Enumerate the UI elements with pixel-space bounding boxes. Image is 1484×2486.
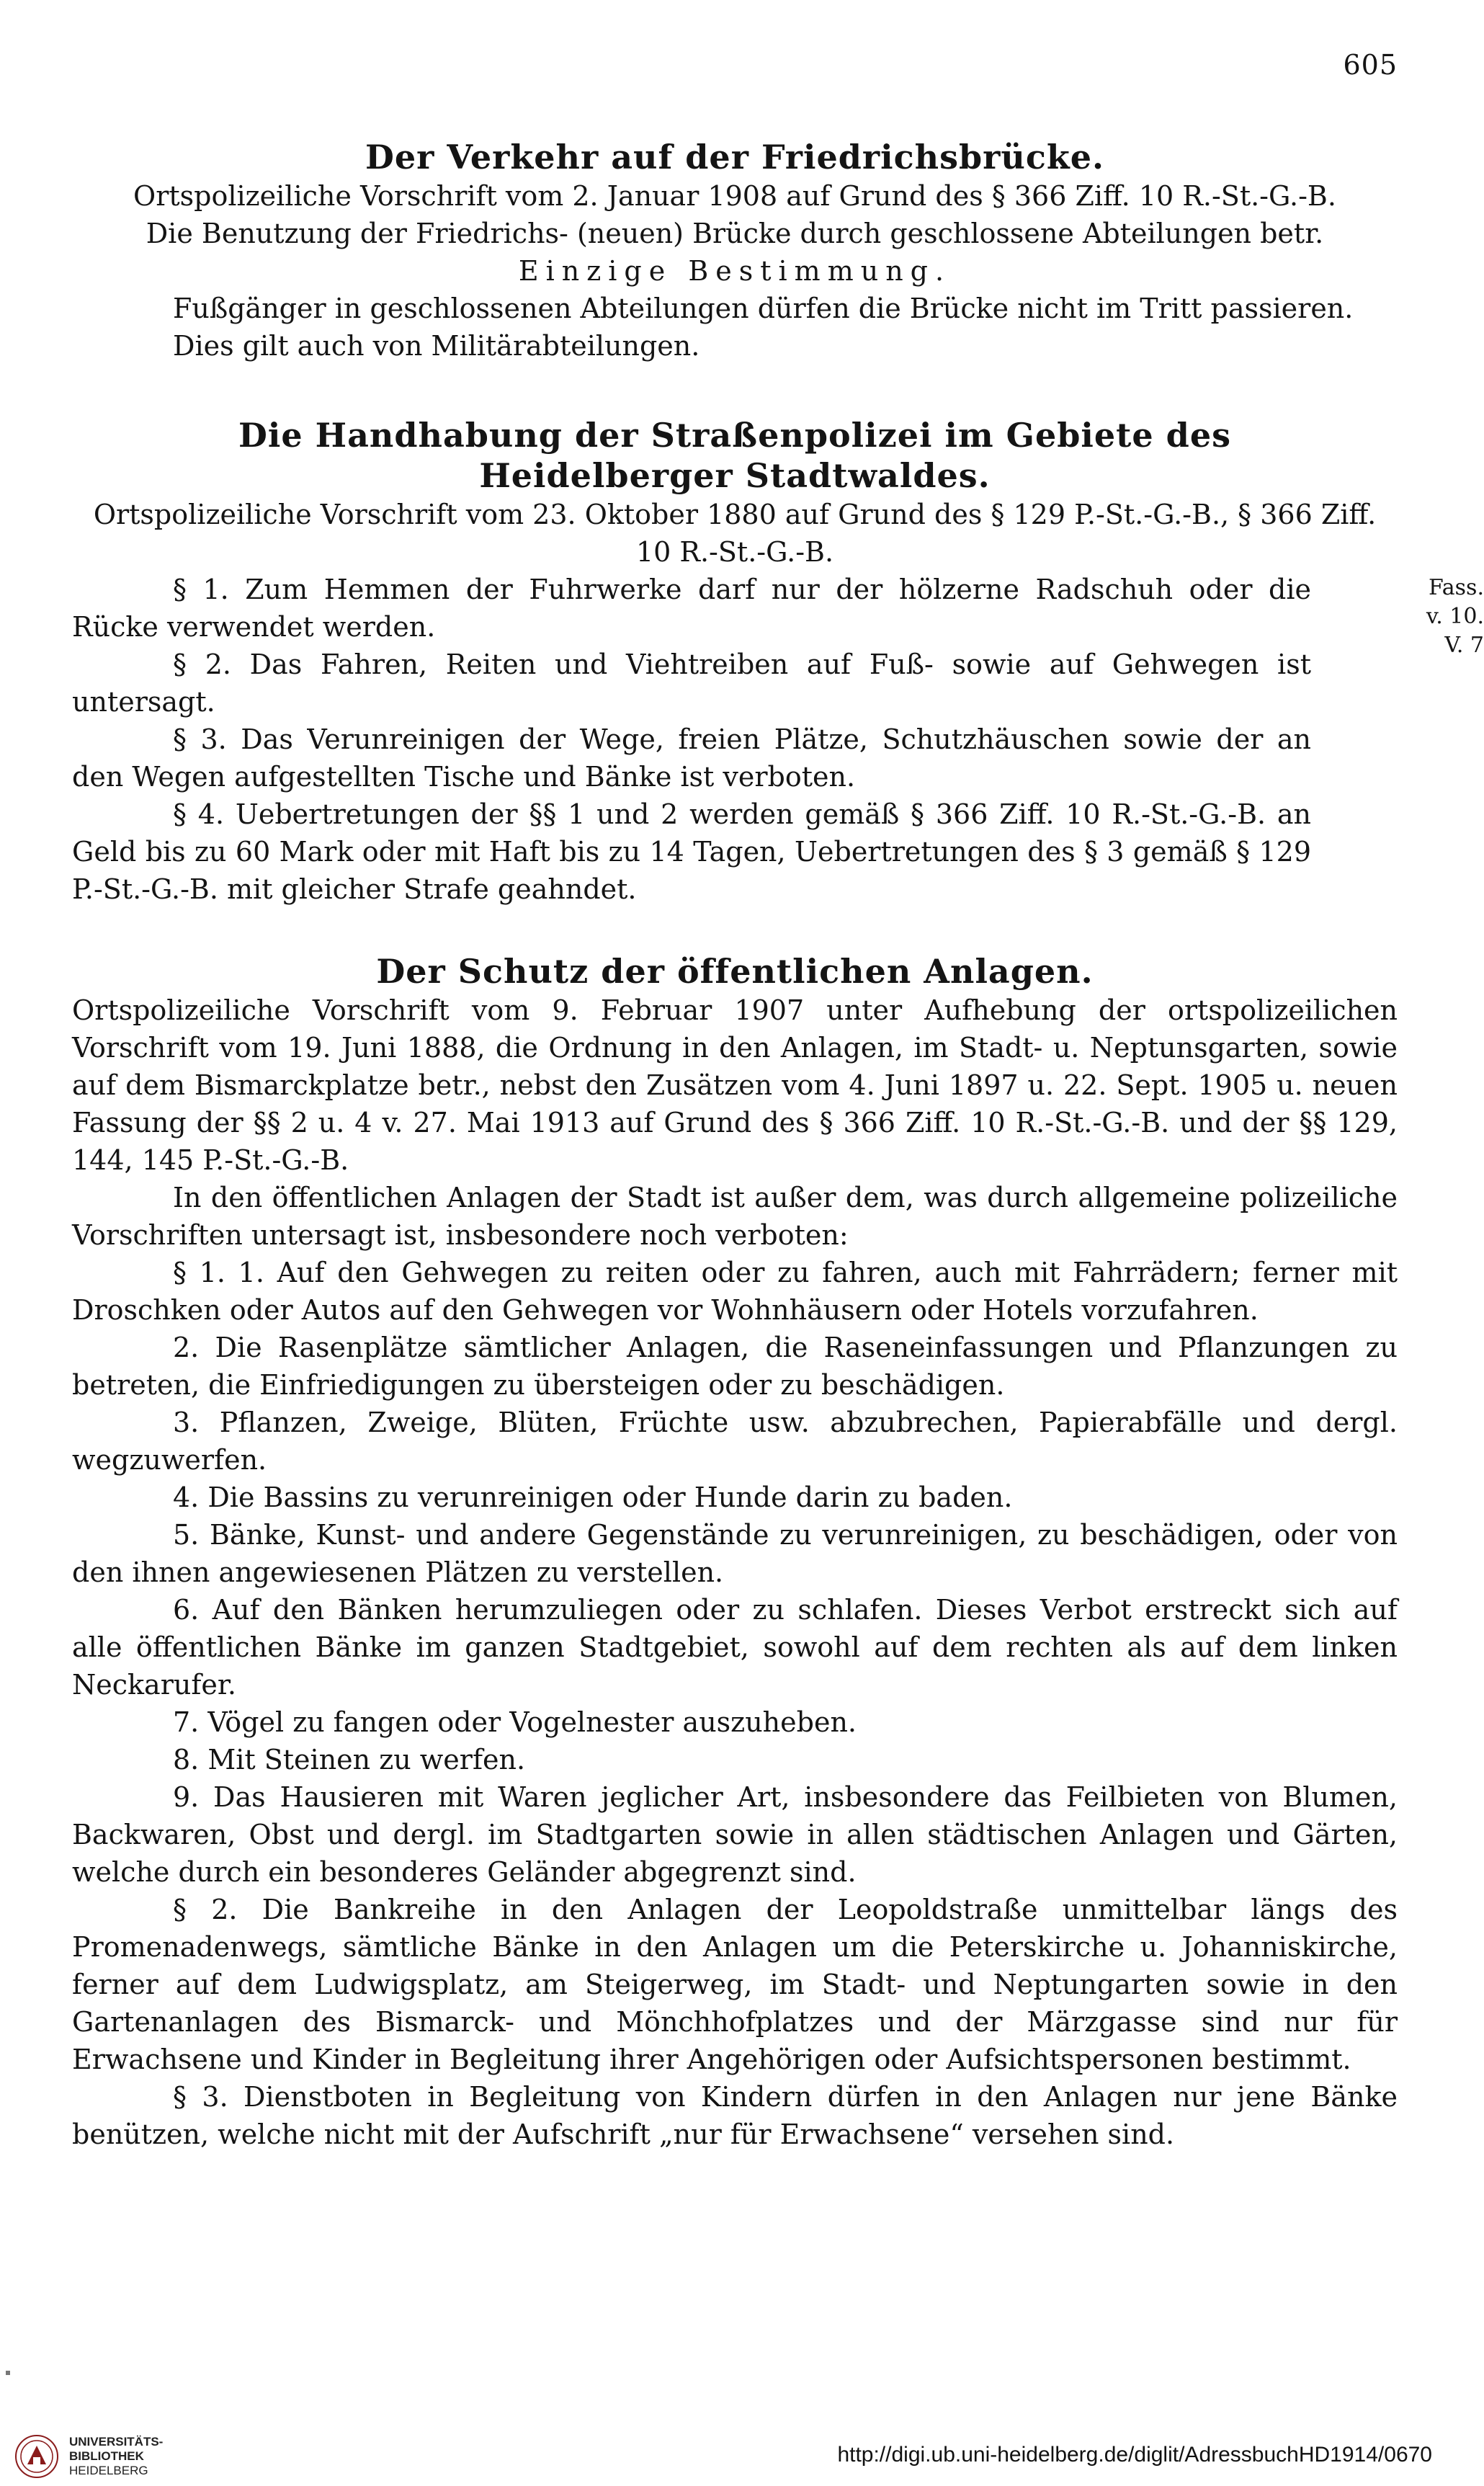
margin-note: Fass. v. 10. V. 7 bbox=[1426, 575, 1484, 658]
paragraph: § 1. Zum Hemmen der Fuhrwerke darf nur der hölzerne Radschuh oder die Rücke verwendet werden. bbox=[72, 574, 1311, 643]
paragraph: Fußgänger in geschlossenen Abteilungen dürfen die Brücke nicht im Tritt passieren. bbox=[173, 293, 1354, 324]
paragraph: 2. Die Rasenplätze sämtlicher Anlagen, die Raseneinfassungen und Pflanzungen zu betreten, die Einfriedigungen zu übersteigen oder zu beschädigen. bbox=[72, 1332, 1398, 1401]
section-title-anlagen: Der Schutz der öffentlichen Anlagen. bbox=[376, 952, 1094, 991]
paragraph: § 2. Die Bankreihe in den Anlagen der Leopoldstraße unmittelbar längs des Promenadenwegs, sämtliche Bänke in den Anlagen um die Peterskirche u. Johanniskirche, ferner auf dem Ludwigsplatz, am Steigerweg, im Stadt- und Neptungarten sowie in den Gartenanlagen des Bismarck- und Mönchhofplatzes und der Märzgasse sind nur für Erwachsene und Kinder in Begleitung ihrer Angehörigen oder Aufsichtspersonen bestimmt. bbox=[72, 1894, 1398, 2075]
section-intro: Ortspolizeiliche Vorschrift vom 23. Oktober 1880 auf Grund des § 129 P.-St.-G.-B., § 366 Ziff. 10 R.-St.-G.-B. bbox=[93, 499, 1377, 568]
paragraph: § 3. Das Verunreinigen der Wege, freien Plätze, Schutzhäuschen sowie der an den Wegen aufgestellten Tische und Bänke ist verboten. bbox=[72, 723, 1311, 793]
footer-bar bbox=[0, 2424, 1461, 2486]
document-page bbox=[72, 43, 1484, 2153]
section-title-friedrichsbruecke: Der Verkehr auf der Friedrichsbrücke. bbox=[365, 138, 1104, 177]
paragraph: § 3. Dienstboten in Begleitung von Kindern dürfen in den Anlagen nur jene Bänke benützen, welche nicht mit der Aufschrift „nur für Erwachsene“ versehen sind. bbox=[72, 2081, 1398, 2150]
paragraph: 9. Das Hausieren mit Waren jeglicher Art, insbesondere das Feilbieten von Blumen, Backwaren, Obst und dergl. im Stadtgarten sowie in allen städtischen Anlagen und Gärten, welche durch ein besonderes Geländer abgegrenzt sind. bbox=[72, 1781, 1398, 1888]
scan-artifact bbox=[6, 2371, 10, 2375]
paragraph: 8. Mit Steinen zu werfen. bbox=[173, 1744, 526, 1776]
section-intro: Ortspolizeiliche Vorschrift vom 9. Februar 1907 unter Aufhebung der ortspolizeilichen Vorschrift vom 19. Juni 1888, die Ordnung in den Anlagen, im Stadt- u. Neptunsgarten, sowie auf dem Bismarckplatze betr., nebst den Zusätzen vom 4. Juni 1897 u. 22. Sept. 1905 u. neuen Fassung der §§ 2 u. 4 v. 27. Mai 1913 auf Grund des § 366 Ziff. 10 R.-St.-G.-B. und der §§ 129, 144, 145 P.-St.-G.-B. bbox=[72, 994, 1398, 1176]
paragraph: 4. Die Bassins zu verunreinigen oder Hunde darin zu baden. bbox=[173, 1482, 1013, 1513]
section-subject: Die Benutzung der Friedrichs- (neuen) Brücke durch geschlossene Abteilungen betr. bbox=[146, 218, 1324, 249]
logo-text-line: UNIVERSITÄTS- bbox=[69, 2435, 164, 2449]
paragraph: § 1. 1. Auf den Gehwegen zu reiten oder zu fahren, auch mit Fahrrädern; ferner mit Droschken oder Autos auf den Gehwegen vor Wohnhäusern oder Hotels vorzufahren. bbox=[72, 1257, 1398, 1326]
paragraph: 6. Auf den Bänken herumzuliegen oder zu schlafen. Dieses Verbot erstreckt sich auf alle öffentlichen Bänke im ganzen Stadtgebiet, sowohl auf dem rechten als auf dem linken Neckarufer. bbox=[72, 1594, 1398, 1701]
logo-text-line: HEIDELBERG bbox=[69, 2464, 148, 2477]
paragraph: 7. Vögel zu fangen oder Vogelnester auszuheben. bbox=[173, 1706, 857, 1738]
paragraph: In den öffentlichen Anlagen der Stadt ist außer dem, was durch allgemeine polizeiliche Vorschriften untersagt ist, insbesondere noch verboten: bbox=[72, 1182, 1398, 1251]
paragraph: 3. Pflanzen, Zweige, Blüten, Früchte usw. abzubrechen, Papierabfälle und dergl. wegzuwerfen. bbox=[72, 1407, 1398, 1476]
paragraph: § 4. Uebertretungen der §§ 1 und 2 werden gemäß § 366 Ziff. 10 R.-St.-G.-B. an Geld bis zu 60 Mark oder mit Haft bis zu 14 Tagen, Uebertretungen des § 3 gemäß § 129 P.-St.-G.-B. mit gleicher Strafe geahndet. bbox=[72, 798, 1311, 905]
university-seal-icon bbox=[14, 2434, 59, 2479]
paragraph: Dies gilt auch von Militärabteilungen. bbox=[173, 330, 700, 362]
library-logo[interactable] bbox=[14, 2434, 163, 2479]
section-intro: Ortspolizeiliche Vorschrift vom 2. Januar 1908 auf Grund des § 366 Ziff. 10 R.-St.-G.-B. bbox=[133, 180, 1336, 212]
section-title-strassenpolizei: Die Handhabung der Straßenpolizei im Gebiete des Heidelberger Stadtwaldes. bbox=[238, 416, 1231, 495]
paragraph: § 2. Das Fahren, Reiten und Viehtreiben auf Fuß- sowie auf Gehwegen ist untersagt. bbox=[72, 649, 1311, 718]
source-url-link[interactable]: http://digi.ub.uni-heidelberg.de/diglit/AdressbuchHD1914/0670 bbox=[837, 2443, 1432, 2467]
single-rule-heading: Einzige Bestimmung. bbox=[518, 255, 952, 287]
paragraph: 5. Bänke, Kunst- und andere Gegenstände zu verunreinigen, zu beschädigen, oder von den ihnen angewiesenen Plätzen zu verstellen. bbox=[72, 1519, 1398, 1588]
page-number: 605 bbox=[1343, 49, 1398, 81]
logo-text-line: BIBLIOTHEK bbox=[69, 2449, 144, 2463]
